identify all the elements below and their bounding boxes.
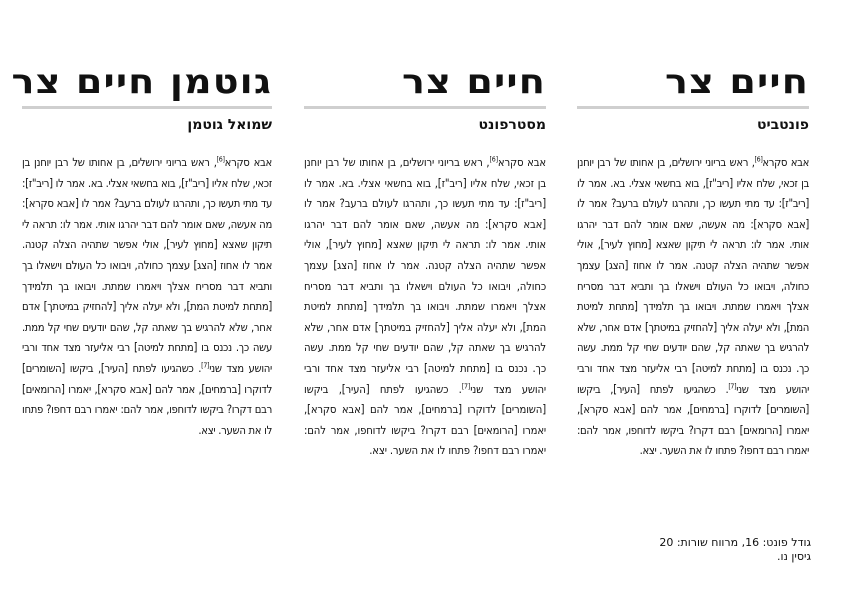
font-name: שמואל גוטמן bbox=[187, 117, 272, 133]
paragraph-text-start: אבא סקרא bbox=[762, 156, 809, 169]
paragraph-text-middle: , ראש בריוני ירושלים, בן אחותו של רבן יוחנן בן זכאי, שלח אליו [ריב"ז], בוא בחשאי אצלי. בא. אמר לו [ריב"ז]: עד מתי תעשו כך, ותהרגו לעולם ברעב? אמר לו [אבא סקרא]: מה אעשה, שאם אומר להם דבר יהרגו אותי. אמר לו: תראה לי תיקון שאצא [מחוץ לעיר], אולי אפשר שתהיה הצלה קטנה. אמר לו אחוז [הצג] עצמך כחולה, ויבואו כל העולם וישאלו בך ותביא דבר מסריח אצלך ויאמרו שמתת. ויבואו בך תלמידך [מתחת למיטת המת], ולא יעלה אליך [להחזיק במיטתך] אדם אחר, שלא להרגיש בך שאתה קל, שהם יודעים שחי קל ממת. עשה כך. נכנס בו [מתחת למיטה] רבי אליעזר מצד אחד ורבי יהושע מצד שני bbox=[304, 156, 546, 396]
sample-title: גוטמן חיים צר bbox=[11, 62, 273, 102]
font-sample-masterfont bbox=[304, 62, 546, 462]
paragraph-text-middle: , ראש בריוני ירושלים, בן אחותו של רבן יוחנן בן זכאי, שלח אליו [ריב"ז], בוא בחשאי אצלי. בא. אמר לו [ריב"ז]: עד מתי תעשו כך, ותהרגו לעולם ברעב? אמר לו [אבא סקרא]: מה אעשה, שאם אומר להם דבר יהרגו אותי. אמר לו: תראה לי תיקון שאצא [מחוץ לעיר], אולי אפשר שתהיה הצלה קטנה. אמר לו אחוז [הצג] עצמך כחולה, ויבואו כל העולם וישאלו בך ותביא דבר מסריח אצלך ויאמרו שמתת. ויבואו בך תלמידך [מתחת למיטת המת], ולא יעלה אליך [להחזיק במיטתך] אדם אחר, שלא להרגיש בך שאתה קל, שהם יודעים שחי קל ממת. עשה כך. נכנס בו [מתחת למיטה] רבי אליעזר מצד אחד ורבי יהושע מצד שני bbox=[22, 156, 273, 375]
footnote-marker-6: [6] bbox=[489, 155, 498, 164]
font-settings-caption: גודל פונט: 16, מרווח שורות: 20 bbox=[659, 536, 811, 549]
sample-title: חיים צר bbox=[402, 62, 546, 102]
font-sample-guttman bbox=[11, 62, 273, 441]
footnote-marker-6: [6] bbox=[216, 155, 225, 164]
footnote-marker-7: [7] bbox=[728, 381, 737, 390]
paragraph-text-end: . כשהגיעו לפתח [העיר], ביקשו [השומרים] לדוקרו [ברמחים], אמר להם [אבא סקרא], יאמרו [הרומאים] רבם דקרו? ביקשו לדוחפו, אמר להם: יאמרו רבם דחפו? פתחו לו את השער. יצא. bbox=[304, 382, 546, 458]
sample-paragraph bbox=[22, 153, 272, 441]
sample-title: חיים צר bbox=[665, 62, 809, 102]
title-divider bbox=[577, 106, 809, 109]
font-name: מסטרפונט bbox=[478, 117, 546, 133]
paragraph-text-end: . כשהגיעו לפתח [העיר], ביקשו [השומרים] לדוקרו [ברמחים], אמר להם [אבא סקרא], יאמרו [הרומאים] רבם דקרו? ביקשו לדוחפו, אמר להם: יאמרו רבם דחפו? פתחו לו את השער. יצא. bbox=[577, 382, 809, 458]
paragraph-text-middle: , ראש בריוני ירושלים, בן אחותו של רבן יוחנן בן זכאי, שלח אליו [ריב"ז], בוא בחשאי אצלי. בא. אמר לו [ריב"ז]: עד מתי תעשו כך, ותהרגו לעולם ברעב? אמר לו [אבא סקרא]: מה אעשה, שאם אומר להם דבר יהרגו אותי. אמר לו: תראה לי תיקון שאצא [מחוץ לעיר], אולי אפשר שתהיה הצלה קטנה. אמר לו אחוז [הצג] עצמך כחולה, ויבואו כל העולם וישאלו בך ותביא דבר מסריח אצלך ויאמרו שמתת. ויבואו בך תלמידך [מתחת למיטת המת], ולא יעלה אליך [להחזיק במיטתך] אדם אחר, שלא להרגיש בך שאתה קל, שהם יודעים שחי קל ממת. עשה כך. נכנס בו [מתחת למיטה] רבי אליעזר מצד אחד ורבי יהושע מצד שני bbox=[577, 156, 809, 396]
sample-paragraph bbox=[577, 153, 809, 462]
footnote-marker-7: [7] bbox=[201, 361, 210, 370]
sample-paragraph bbox=[304, 153, 546, 462]
footnote-marker-7: [7] bbox=[461, 381, 471, 390]
author-caption: גיסין נו. bbox=[777, 550, 811, 563]
footnote-marker-6: [6] bbox=[754, 155, 763, 164]
footer-note bbox=[636, 536, 811, 564]
font-sample-fontbit bbox=[577, 62, 809, 462]
title-divider bbox=[304, 106, 546, 109]
title-divider bbox=[22, 106, 272, 109]
paragraph-text-start: אבא סקרא bbox=[497, 156, 546, 169]
font-name: פונטביט bbox=[756, 117, 809, 133]
paragraph-text-start: אבא סקרא bbox=[224, 156, 272, 169]
paragraph-text-end: . כשהגיעו לפתח [העיר], ביקשו [השומרים] לדוקרו [ברמחים], אמר להם [אבא סקרא], יאמרו [הרומאים] רבם דקרו? ביקשו לדוחפו, אמר להם: יאמרו רבם דחפו? פתחו לו את השער. יצא. bbox=[22, 361, 272, 437]
